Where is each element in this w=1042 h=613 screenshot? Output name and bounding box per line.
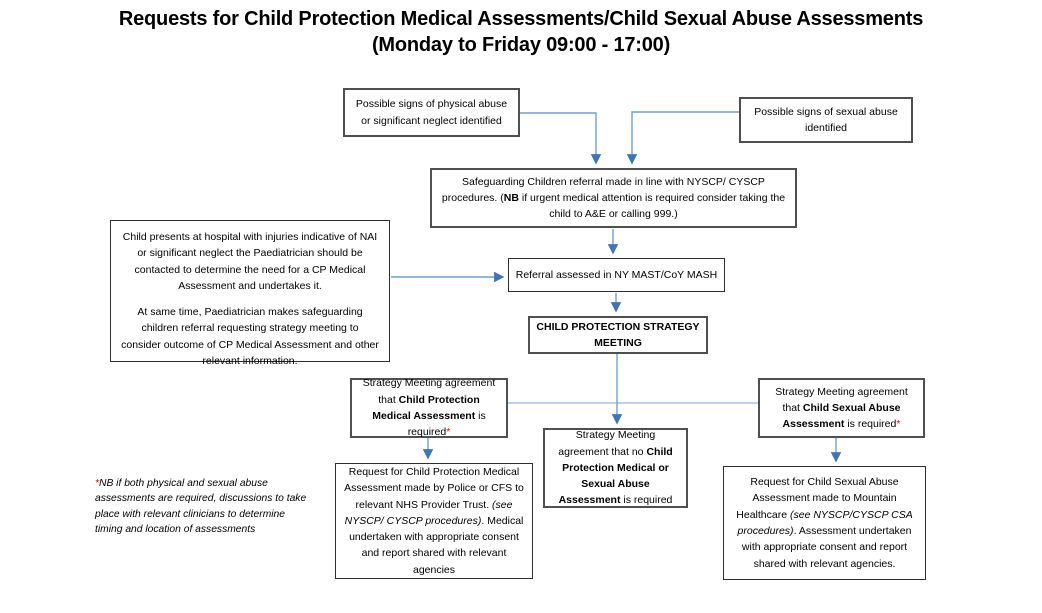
box-referral-assessed-text: Referral assessed in NY MAST/CoY MASH	[515, 268, 718, 281]
box-safeguarding-referral-text: Safeguarding Children referral made in line with NYSCP/ CYSCP procedures. (NB if urgent medical attention is required consider taking the child to A&E or calling 999.)	[441, 175, 786, 221]
box-request-csa	[723, 466, 926, 580]
box-referral-assessed	[508, 258, 725, 292]
agree-csa-asterisk: *	[896, 418, 901, 431]
page-title-line1: Requests for Child Protection Medical Assessments/Child Sexual Abuse Assessments	[118, 8, 924, 30]
footnote-asterisk: *	[95, 478, 100, 489]
hospital-paragraph-2: At same time, Paediatrician makes safeguarding children referral requesting strategy meeting to consider outcome of CP Medical Assessment and other relevant information.	[121, 306, 379, 367]
connector-physical-to-safeguarding	[520, 113, 596, 163]
box-cp-strategy-meeting-text: CHILD PROTECTION STRATEGY MEETING	[536, 320, 700, 349]
safeguarding-nb-bold: NB	[503, 191, 519, 204]
box-possible-physical-abuse	[343, 88, 520, 137]
box-hospital-presentation	[110, 220, 390, 367]
page-title-line2: (Monday to Friday 09:00 - 17:00)	[371, 34, 671, 57]
box-possible-sexual-abuse-text: Possible signs of sexual abuse identified	[754, 105, 898, 134]
connector-sexual-to-safeguarding	[632, 112, 739, 163]
agree-csa-bold: Child Sexual Abuse Assessment	[782, 401, 901, 431]
box-request-cp-medical-text: Request for Child Protection Medical Assessment made by Police or CFS to relevant NHS Provider Trust. (see NYSCP/ CYSCP procedures). Medical undertaken with appropriate consent and report shared with relevant agencies	[344, 466, 524, 576]
box-agreement-no-assessment-text: Strategy Meeting agreement that no Child Protection Medical or Sexual Abuse Assessment is required	[558, 429, 673, 507]
footnote-both-assessments	[95, 476, 315, 538]
agree-cpma-bold: Child Protection Medical Assessment	[372, 393, 480, 422]
request-csa-procedures-italic: (see NYSCP/CYSCP CSA procedures)	[737, 508, 913, 537]
box-agreement-csa-required	[758, 378, 925, 438]
box-request-cp-medical	[335, 463, 533, 579]
box-cp-strategy-meeting	[528, 316, 708, 354]
box-request-csa-text: Request for Child Sexual Abuse Assessment made to Mountain Healthcare (see NYSCP/CYSCP CSA procedures). Assessment undertaken with appropriate consent and report shared with relevant agencies.	[736, 476, 913, 570]
box-safeguarding-referral	[430, 168, 797, 228]
box-agreement-no-assessment	[543, 428, 688, 508]
agree-none-bold: Child Protection Medical or Sexual Abuse Assessment	[558, 445, 673, 507]
box-agreement-cp-medical-required	[350, 378, 508, 438]
footnote-text: NB if both physical and sexual abuse assessments are required, discussions to take place with relevant clinicians to determine timing and location of assessments	[95, 478, 307, 536]
hospital-paragraph-1: Child presents at hospital with injuries indicative of NAI or significant neglect the Paediatrician should be contacted to determine the need for a CP Medical Assessment and undertakes it.	[122, 231, 378, 292]
request-cpma-procedures-italic: (see NYSCP/ CYSCP procedures)	[344, 498, 513, 527]
agree-cpma-asterisk: *	[446, 426, 451, 439]
box-agreement-cp-medical-text: Strategy Meeting agreement that Child Protection Medical Assessment is required*	[362, 377, 496, 439]
box-possible-sexual-abuse	[739, 97, 913, 143]
box-agreement-csa-text: Strategy Meeting agreement that Child Sexual Abuse Assessment is required*	[775, 385, 908, 431]
box-possible-physical-abuse-text: Possible signs of physical abuse or significant neglect identified	[355, 98, 508, 127]
